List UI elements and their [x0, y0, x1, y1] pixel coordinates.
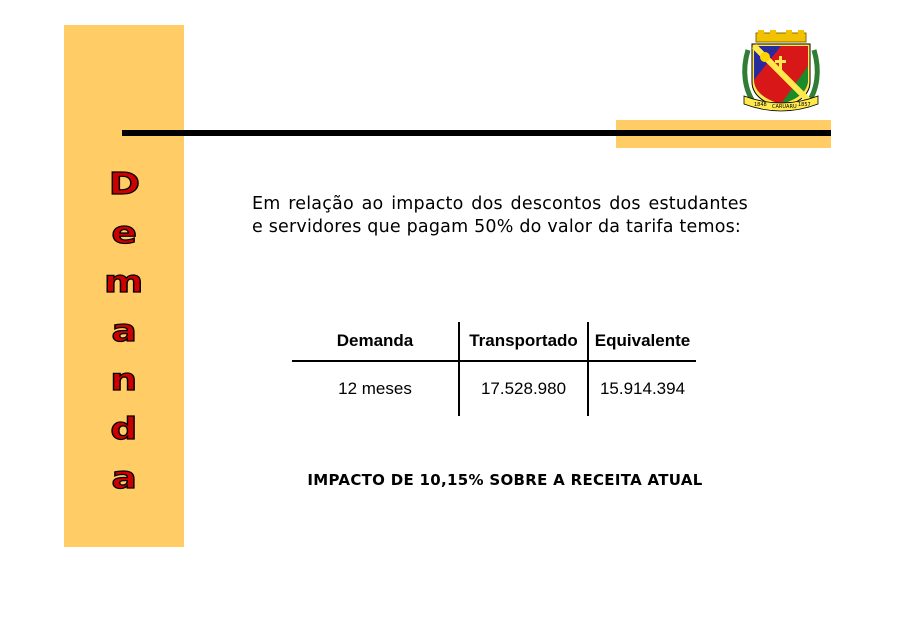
crest-left-year: 1848 — [754, 102, 767, 108]
title-letter: D — [108, 167, 140, 202]
crest-right-year: 1857 — [798, 102, 811, 108]
title-letter: d — [110, 412, 138, 447]
crest-name: CARUARU — [772, 104, 797, 110]
table-row — [292, 362, 696, 416]
demand-table — [292, 322, 696, 416]
header-transportado: Transportado — [458, 322, 587, 360]
header-demanda: Demanda — [336, 331, 414, 350]
cell-transportado: 17.528.980 — [458, 362, 587, 416]
cell-equivalente: 15.914.394 — [587, 362, 696, 416]
header-equivalente: Equivalente — [587, 322, 696, 360]
impact-statement: IMPACTO DE 10,15% SOBRE A RECEITA ATUAL — [307, 471, 703, 489]
city-crest-logo — [740, 30, 822, 114]
vertical-title — [64, 160, 184, 503]
title-letter: e — [111, 216, 137, 251]
header-rule — [122, 130, 831, 136]
cell-period: 12 meses — [338, 379, 412, 398]
title-letter: n — [110, 363, 138, 398]
table-header-row — [292, 322, 696, 360]
intro-paragraph: Em relação ao impacto dos descontos dos estudantes e servidores que pagam 50% do valor da tarifa temos: — [252, 194, 748, 237]
title-letter: a — [111, 314, 137, 349]
title-letter: a — [111, 461, 137, 496]
title-letter: m — [104, 265, 144, 300]
